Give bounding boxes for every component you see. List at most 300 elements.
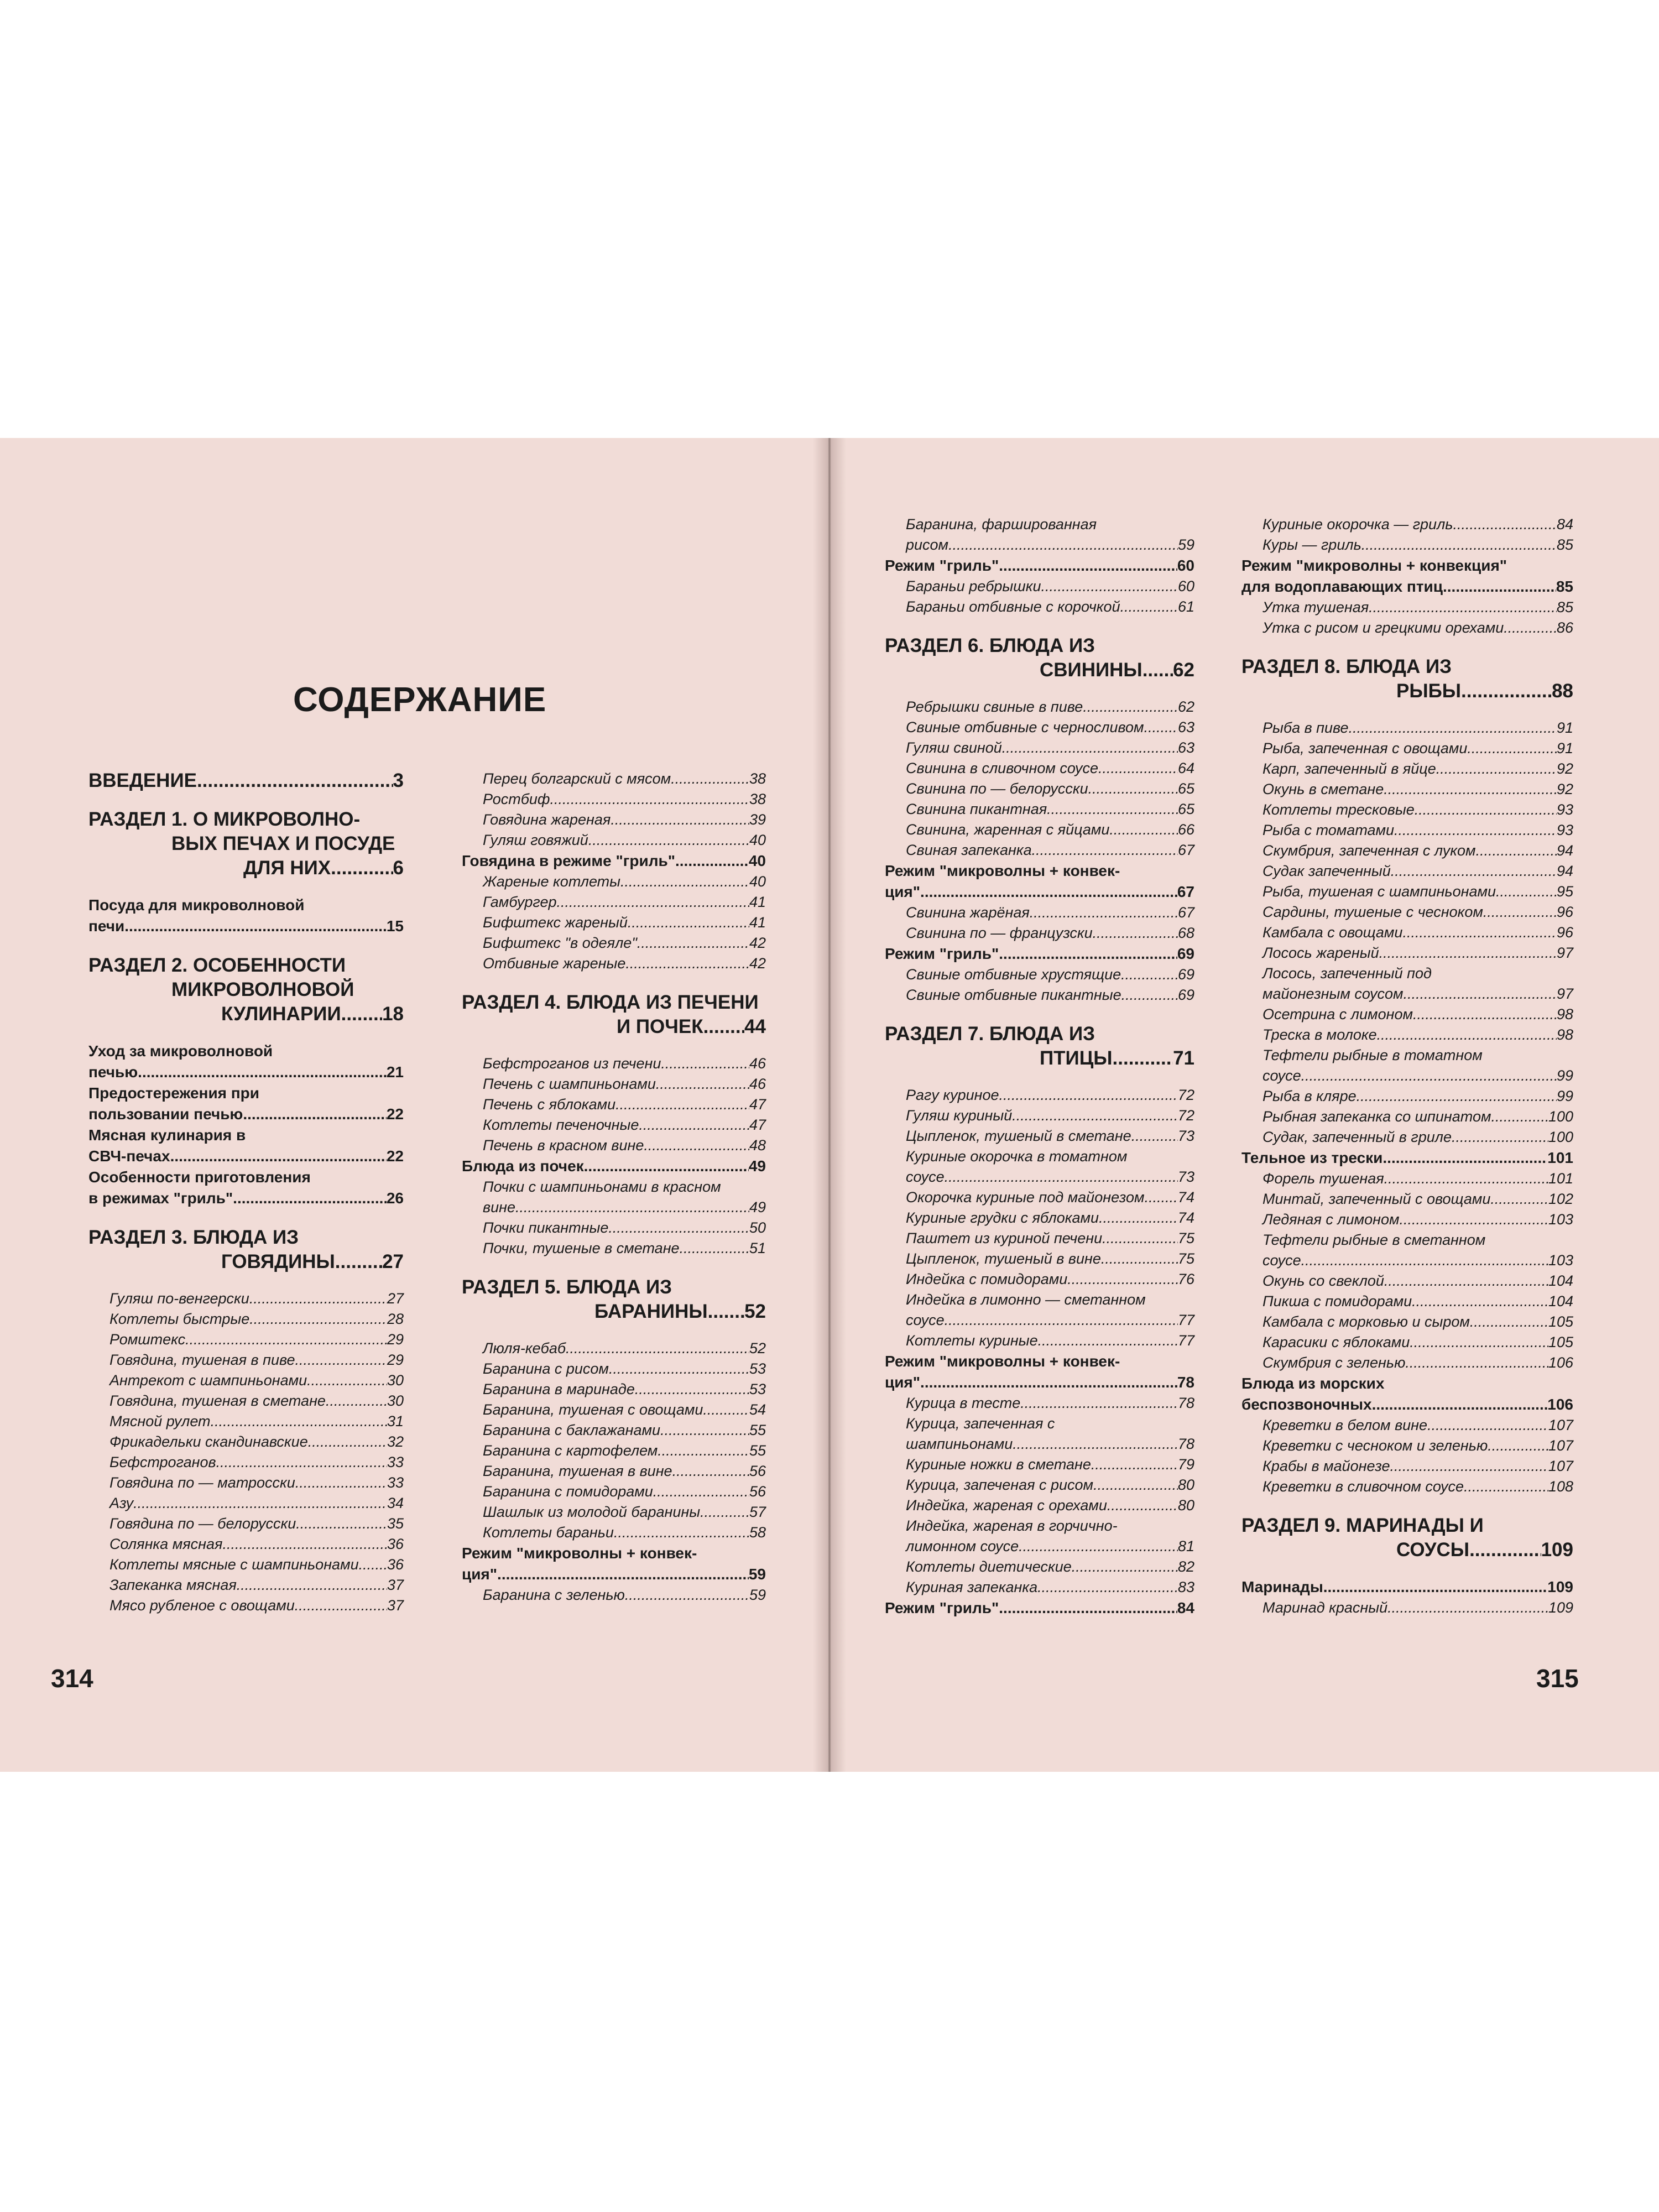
toc-entry-leader (1405, 1353, 1548, 1373)
toc-entry-label: Скумбрия с зеленью (1262, 1354, 1406, 1371)
toc-entry (885, 1475, 1194, 1495)
toc-entry-label: Баранина с картофелем (483, 1442, 658, 1459)
section-heading-line: РАЗДЕЛ 8. БЛЮДА ИЗ (1241, 656, 1452, 677)
toc-entry-last-line-leader (1019, 1536, 1178, 1557)
section-heading-last-line-label: БАРАНИНЫ (594, 1301, 708, 1322)
subheading-last-line-label: беспозвоночных (1241, 1396, 1372, 1413)
subheading-entry (462, 1156, 766, 1177)
toc-entry-leader (1379, 943, 1557, 963)
toc-entry-leader (296, 1514, 387, 1534)
toc-entry-last-line-label: соусе (906, 1312, 945, 1328)
toc-entry (885, 1187, 1194, 1208)
toc-entry (1241, 1415, 1573, 1436)
page-number-left: 314 (51, 1664, 93, 1693)
subheading-last-line-page: 59 (748, 1566, 766, 1583)
toc-entry (885, 597, 1194, 617)
toc-entry-last-line (1262, 1250, 1573, 1271)
toc-entry-label: Свинина жарёная (906, 904, 1030, 921)
toc-entry-page: 50 (749, 1219, 766, 1236)
toc-left-column-2 (462, 769, 766, 1605)
toc-entry (88, 1452, 404, 1473)
toc-entry-leader (1452, 1127, 1548, 1147)
toc-entry-page: 93 (1556, 801, 1573, 818)
subheading-last-line (1241, 1394, 1573, 1415)
toc-entry-page: 63 (1177, 719, 1194, 735)
toc-entry (1241, 738, 1573, 759)
toc-entry-leader (672, 1461, 749, 1481)
toc-entry (88, 1514, 404, 1534)
toc-entry-leader (1088, 779, 1178, 799)
toc-entry (1241, 1045, 1573, 1086)
toc-entry (1241, 618, 1573, 638)
toc-entry-page: 61 (1177, 598, 1194, 615)
toc-entry (885, 1290, 1194, 1331)
toc-entry (1241, 902, 1573, 922)
toc-entry-label: Свинина по — французски (906, 925, 1093, 941)
section-heading-last-line (88, 769, 404, 793)
toc-entry-label: Цыпленок, тушеный в вине (906, 1250, 1101, 1267)
section-heading (885, 1022, 1194, 1071)
section-heading-last-line-label: ВВЕДЕНИЕ (88, 770, 197, 791)
toc-entry (462, 1053, 766, 1074)
toc-entry-label: Котлеты диетические (906, 1558, 1072, 1575)
toc-entry-page: 46 (749, 1055, 766, 1072)
toc-entry-page: 57 (749, 1504, 766, 1520)
toc-entry-last-line-label: майонезным соусом (1262, 985, 1404, 1002)
subheading-entry (885, 1598, 1194, 1619)
toc-entry-page: 69 (1177, 966, 1194, 983)
subheading-entry (885, 860, 1194, 902)
toc-entry-last-line-page: 77 (1177, 1312, 1194, 1328)
toc-entry (885, 1208, 1194, 1228)
toc-entry-leader (237, 1575, 387, 1595)
toc-entry-page: 107 (1548, 1458, 1573, 1474)
toc-entry-page: 40 (749, 873, 766, 890)
toc-entry-page: 102 (1548, 1191, 1573, 1207)
subheading-last-line (88, 1188, 404, 1209)
toc-entry-last-line (906, 1536, 1194, 1557)
toc-entry-leader (1464, 1477, 1548, 1497)
subheading-entry-page: 40 (748, 852, 766, 869)
toc-entry (462, 1177, 766, 1218)
toc-entry-leader (614, 1522, 749, 1543)
toc-entry (885, 964, 1194, 985)
subheading-entry-label: Маринады (1241, 1578, 1323, 1595)
toc-entry-page: 74 (1177, 1189, 1194, 1206)
toc-entry-label: Рыба, тушеная с шампиньонами (1262, 883, 1496, 900)
toc-entry-page: 67 (1177, 842, 1194, 858)
subheading-last-line-leader (243, 1104, 387, 1125)
toc-entry (1241, 1353, 1573, 1373)
section-heading-last-line-leader (703, 1015, 745, 1039)
subheading-last-line-label: ция" (462, 1566, 498, 1583)
spacer (885, 1005, 1194, 1022)
subheading-entry (88, 1125, 404, 1167)
toc-entry-label: Ростбиф (483, 791, 550, 807)
subheading-entry-label: Блюда из почек (462, 1157, 584, 1175)
subheading-line: Режим "микроволны + конвек- (885, 1353, 1120, 1370)
section-heading-last-line-page: 109 (1541, 1539, 1573, 1561)
toc-entry (1241, 943, 1573, 963)
toc-right-column-1 (885, 514, 1194, 1619)
section-heading-line: РАЗДЕЛ 2. ОСОБЕННОСТИ (88, 954, 346, 976)
toc-entry-label: Говядина, тушеная в сметане (109, 1392, 326, 1409)
toc-entry-label: Крабы в майонезе (1262, 1458, 1390, 1474)
toc-entry-last-line (906, 1310, 1194, 1331)
toc-entry-label: Жареные котлеты (483, 873, 621, 890)
toc-entry-label: Шашлык из молодой баранины (483, 1504, 701, 1520)
toc-entry-page: 60 (1177, 578, 1194, 594)
toc-entry (885, 1269, 1194, 1290)
subheading-entry-page: 101 (1547, 1149, 1573, 1166)
toc-entry-leader (671, 769, 749, 789)
toc-entry-leader (1098, 758, 1178, 779)
toc-entry-page: 42 (749, 935, 766, 951)
toc-entry-label: Печень с шампиньонами (483, 1076, 656, 1092)
toc-entry-label: Индейка, жареная с орехами (906, 1497, 1107, 1514)
toc-entry-last-line-label: лимонном соусе (906, 1538, 1019, 1554)
toc-entry (462, 1522, 766, 1543)
toc-entry (885, 1454, 1194, 1475)
toc-entry (1241, 1312, 1573, 1332)
toc-entry-leader (1083, 697, 1178, 717)
toc-entry-label: Запеканка мясная (109, 1577, 237, 1593)
toc-entry (1241, 1127, 1573, 1147)
subheading-entry (885, 1351, 1194, 1393)
toc-entry-leader (1400, 1209, 1548, 1230)
subheading-entry (88, 1167, 404, 1209)
toc-entry-label: Куры — гриль (1262, 536, 1361, 553)
toc-entry-page: 33 (387, 1474, 404, 1491)
toc-entry-label: Гуляш куриный (906, 1107, 1013, 1124)
subheading-entry (1241, 555, 1573, 597)
toc-entry-label: Люля-кебаб (483, 1340, 566, 1357)
toc-entry-label: Баранина в маринаде (483, 1381, 635, 1397)
section-heading-last-line (462, 1015, 766, 1039)
toc-entry (1241, 820, 1573, 841)
subheading-entry-label: Режим "гриль" (885, 557, 999, 574)
toc-entry-page: 107 (1548, 1437, 1573, 1454)
toc-entry-page: 27 (387, 1290, 404, 1307)
section-heading-last-line-page: 6 (393, 857, 404, 879)
toc-entry-page: 105 (1548, 1334, 1573, 1350)
toc-entry-line: Тефтели рыбные в сметанном (1262, 1232, 1486, 1248)
toc-entry (1241, 881, 1573, 902)
toc-entry-label: Свиная запеканка (906, 842, 1032, 858)
toc-entry-page: 94 (1556, 842, 1573, 859)
section-heading-line: РАЗДЕЛ 4. БЛЮДА ИЗ ПЕЧЕНИ (462, 992, 759, 1013)
section-heading-line: МИКРОВОЛНОВОЙ (171, 979, 354, 1000)
subheading-last-line-page: 106 (1547, 1396, 1573, 1413)
toc-entry-leader (295, 1473, 387, 1493)
toc-entry-last-line (906, 535, 1194, 555)
toc-entry-leader (611, 810, 749, 830)
toc-entry-leader (999, 1085, 1178, 1105)
toc-entry-last-line-page: 49 (749, 1199, 766, 1215)
toc-entry-leader (1467, 738, 1557, 759)
toc-entry-page: 100 (1548, 1108, 1573, 1125)
toc-entry (88, 1309, 404, 1329)
section-heading-last-line (1241, 679, 1573, 703)
page-number-right: 315 (1536, 1664, 1579, 1693)
toc-entry-label: Печень в красном вине (483, 1137, 644, 1154)
toc-entry-page: 80 (1177, 1477, 1194, 1493)
toc-entry (1241, 535, 1573, 555)
toc-entry (88, 1534, 404, 1554)
toc-entry-leader (1067, 1269, 1178, 1290)
toc-entry-leader (1436, 759, 1557, 779)
toc-entry-leader (222, 1534, 387, 1554)
toc-entry (885, 576, 1194, 597)
subheading-last-line-leader (920, 881, 1177, 902)
toc-entry-label: Баранина, тушеная с овощами (483, 1401, 703, 1418)
toc-entry-last-line (1262, 984, 1573, 1004)
toc-entry-leader (1032, 840, 1178, 860)
toc-entry (1241, 1209, 1573, 1230)
subheading-entry (885, 555, 1194, 576)
toc-entry-label: Судак запеченный (1262, 863, 1391, 879)
toc-entry-label: Баранина с зеленью (483, 1587, 625, 1603)
toc-entry-page: 75 (1177, 1230, 1194, 1246)
toc-entry-leader (680, 1238, 749, 1259)
toc-entry (1241, 1189, 1573, 1209)
subheading-entry-page: 49 (748, 1157, 766, 1175)
subheading-last-line-page: 22 (386, 1147, 404, 1165)
toc-entry-leader (653, 1481, 749, 1502)
subheading-entry-label: Режим "гриль" (885, 945, 999, 962)
toc-entry-leader (133, 1493, 387, 1514)
toc-entry (462, 1359, 766, 1379)
toc-entry (1241, 1004, 1573, 1025)
toc-entry-label: Окорочка куриные под майонезом (906, 1189, 1145, 1206)
toc-entry-label: Солянка мясная (109, 1536, 223, 1552)
toc-entry-label: Свиные отбивные хрустящие (906, 966, 1121, 983)
toc-entry-line: Куриные окорочка в томатном (906, 1148, 1128, 1165)
subheading-last-line-leader (170, 1146, 387, 1167)
toc-entry-last-line-page: 99 (1556, 1067, 1573, 1084)
toc-entry-leader (1483, 902, 1557, 922)
subheading-last-line-leader (920, 1372, 1177, 1393)
spacer (88, 937, 404, 953)
toc-entry (1241, 718, 1573, 738)
toc-entry-label: Свинина пикантная (906, 801, 1047, 817)
toc-entry (885, 1413, 1194, 1454)
toc-entry-leader (1384, 1168, 1548, 1189)
section-heading-last-line-label: И ПОЧЕК (617, 1016, 703, 1037)
subheading-last-line-page: 78 (1177, 1374, 1194, 1391)
section-heading-last-line-page: 3 (393, 770, 404, 791)
toc-entry (885, 1393, 1194, 1413)
toc-entry-page: 105 (1548, 1313, 1573, 1330)
toc-entry (1241, 800, 1573, 820)
toc-entry-leader (211, 1411, 387, 1432)
subheading-line: Блюда из морских (1241, 1375, 1385, 1392)
toc-entry-label: Свинина в сливочном соусе (906, 760, 1098, 776)
section-heading-last-line (885, 1046, 1194, 1071)
toc-entry (885, 1577, 1194, 1598)
subheading-last-line-page: 85 (1556, 578, 1573, 595)
toc-entry-page: 59 (749, 1587, 766, 1603)
subheading-entry (88, 1083, 404, 1125)
toc-entry-leader (1387, 1598, 1548, 1618)
toc-entry-leader (588, 830, 749, 851)
spacer (1241, 1497, 1573, 1514)
toc-entry (462, 1420, 766, 1441)
toc-entry-leader (1102, 1228, 1178, 1249)
section-heading-line: ВЫХ ПЕЧАХ И ПОСУДЕ (171, 833, 395, 854)
toc-entry-label: Баранина с рисом (483, 1360, 609, 1377)
toc-entry-last-line (1262, 1066, 1573, 1086)
toc-entry-label: Свиные отбивные пикантные (906, 987, 1121, 1003)
toc-entry-leader (1121, 964, 1178, 985)
section-heading (88, 1225, 404, 1274)
toc-entry-label: Скумбрия, запеченная с луком (1262, 842, 1476, 859)
toc-entry-page: 86 (1556, 619, 1573, 636)
toc-entry-leader (620, 872, 749, 892)
toc-entry-label: Бараньи ребрышки (906, 578, 1041, 594)
toc-entry-last-line-label: соусе (1262, 1067, 1301, 1084)
toc-entry-leader (1091, 1454, 1178, 1475)
toc-entry-leader (1038, 1331, 1178, 1351)
toc-entry-page: 56 (749, 1483, 766, 1500)
toc-entry-label: Креветки с чесноком и зеленью (1262, 1437, 1488, 1454)
toc-entry (885, 738, 1194, 758)
toc-entry (88, 1595, 404, 1616)
subheading-last-line-label: СВЧ-печах (88, 1147, 170, 1165)
subheading-entry (1241, 1147, 1573, 1168)
toc-entry-label: Антрекот с шампиньонами (109, 1372, 307, 1389)
toc-entry-label: Карасики с яблоками (1262, 1334, 1410, 1350)
toc-entry-page: 76 (1177, 1271, 1194, 1287)
toc-entry-leader (660, 1420, 749, 1441)
toc-entry-leader (1047, 799, 1178, 820)
toc-entry (1241, 1332, 1573, 1353)
toc-entry (462, 769, 766, 789)
toc-entry-leader (1101, 1249, 1178, 1269)
toc-entry (1241, 861, 1573, 881)
toc-entry (1241, 922, 1573, 943)
toc-entry-label: Ребрышки свиные в пиве (906, 698, 1083, 715)
toc-entry-page: 58 (749, 1524, 766, 1541)
subheading-last-line-label: печи (88, 917, 125, 935)
toc-entry-leader (1490, 1189, 1548, 1209)
toc-entry-page: 94 (1556, 863, 1573, 879)
subheading-entry (462, 1543, 766, 1585)
section-heading-last-line (88, 1002, 404, 1026)
subheading-entry-leader (999, 555, 1177, 576)
toc-entry-label: Рагу куриное (906, 1087, 999, 1103)
toc-entry-page: 83 (1177, 1579, 1194, 1595)
toc-entry-label: Гуляш свиной (906, 739, 1002, 756)
toc-entry (885, 1085, 1194, 1105)
toc-entry-page: 54 (749, 1401, 766, 1418)
toc-entry-page: 37 (387, 1577, 404, 1593)
toc-entry (462, 912, 766, 933)
toc-entry (1241, 1086, 1573, 1107)
toc-entry-leader (615, 1094, 749, 1115)
toc-entry-label: Камбала с овощами (1262, 924, 1403, 941)
toc-entry-last-line (906, 1434, 1194, 1454)
toc-entry-leader (359, 1554, 387, 1575)
toc-entry-page: 47 (749, 1117, 766, 1133)
toc-entry (1241, 779, 1573, 800)
section-heading-last-line-label: РЫБЫ (1396, 680, 1462, 702)
toc-entry-line: Почки с шампиньонами в красном (483, 1178, 721, 1195)
toc-entry-label: Бефстроганов из печени (483, 1055, 661, 1072)
subheading-line: Посуда для микроволновой (88, 896, 305, 914)
toc-entry-label: Сардины, тушеные с чесноком (1262, 904, 1483, 920)
section-heading (88, 807, 404, 880)
subheading-last-line-leader (497, 1564, 749, 1585)
spacer (885, 617, 1194, 634)
toc-entry-leader (639, 1115, 749, 1135)
section-heading-last-line-page: 88 (1552, 680, 1573, 702)
subheading-line: Особенности приготовления (88, 1168, 311, 1186)
subheading-last-line (88, 1146, 404, 1167)
toc-entry-page: 101 (1548, 1170, 1573, 1187)
toc-entry-page: 66 (1177, 821, 1194, 838)
section-heading-last-line-leader (331, 856, 393, 880)
toc-entry-page: 104 (1548, 1293, 1573, 1310)
toc-entry-label: Азу (109, 1495, 134, 1511)
toc-entry (462, 933, 766, 953)
toc-entry-page: 98 (1556, 1006, 1573, 1022)
toc-entry-page: 97 (1556, 945, 1573, 961)
toc-entry-leader (1491, 1107, 1548, 1127)
toc-entry (462, 1481, 766, 1502)
toc-entry-label: Свиные отбивные с черносливом (906, 719, 1144, 735)
section-heading-line: РАЗДЕЛ 1. О МИКРОВОЛНО- (88, 808, 361, 830)
toc-entry-label: Отбивные жареные (483, 955, 626, 972)
toc-entry-leader (307, 1370, 387, 1391)
toc-entry (1241, 841, 1573, 861)
subheading-line: Уход за микроволновой (88, 1042, 273, 1060)
toc-entry (885, 923, 1194, 943)
toc-entry (462, 872, 766, 892)
toc-entry-label: Судак, запеченный в гриле (1262, 1129, 1452, 1145)
toc-entry-page: 77 (1177, 1332, 1194, 1349)
subheading-last-line-page: 67 (1177, 883, 1194, 900)
toc-entry-label: Куриная запеканка (906, 1579, 1038, 1595)
toc-entry-leader (1410, 1332, 1548, 1353)
toc-entry-page: 79 (1177, 1456, 1194, 1473)
toc-entry-last-line (483, 1197, 766, 1218)
spacer (88, 1209, 404, 1225)
toc-entry-page: 84 (1556, 516, 1573, 533)
toc-entry-line: Баранина, фаршированная (906, 516, 1097, 533)
toc-entry-leader (625, 1585, 749, 1605)
toc-entry-leader (550, 789, 749, 810)
toc-entry-last-line-label: соусе (906, 1168, 945, 1185)
toc-entry-page: 91 (1556, 719, 1573, 736)
toc-entry (462, 1135, 766, 1156)
toc-entry-page: 82 (1177, 1558, 1194, 1575)
toc-entry-leader (1470, 1312, 1548, 1332)
toc-entry-page: 33 (387, 1454, 404, 1470)
toc-entry-page: 63 (1177, 739, 1194, 756)
subheading-entry-label: Тельное из трески (1241, 1149, 1383, 1166)
subheading-entry-label: Режим "гриль" (885, 1599, 999, 1616)
section-heading-last-line-label: ПТИЦЫ (1040, 1047, 1113, 1069)
subheading-last-line-label: пользовании печью (88, 1105, 243, 1123)
toc-entry-leader (1357, 1086, 1557, 1107)
toc-entry (88, 1575, 404, 1595)
toc-entry-last-line-label: рисом (906, 536, 949, 553)
toc-entry-leader (1144, 717, 1178, 738)
toc-entry-leader (1093, 923, 1178, 943)
toc-entry (1241, 1456, 1573, 1477)
toc-entry-leader (1349, 718, 1557, 738)
